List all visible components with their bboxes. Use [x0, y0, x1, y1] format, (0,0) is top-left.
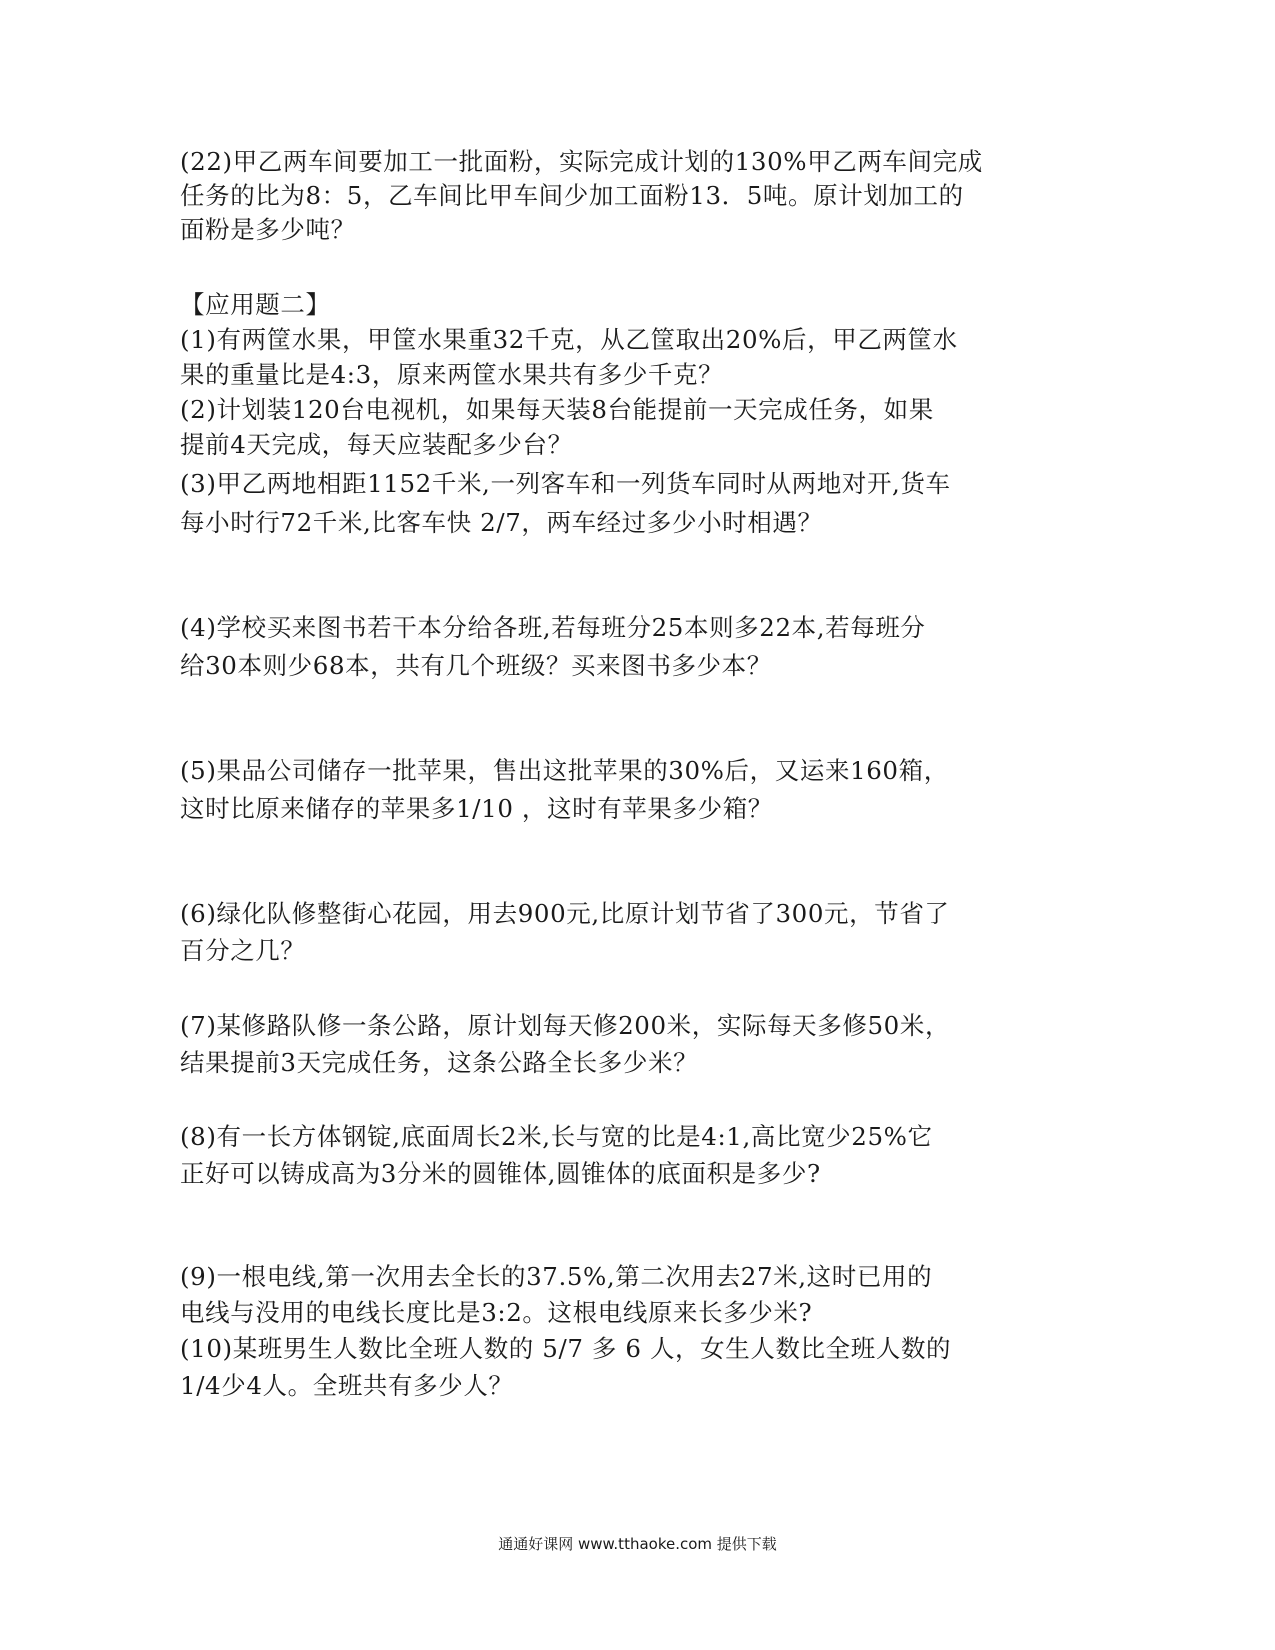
section-heading: 【应用题二】	[180, 290, 331, 319]
text-line: 百分之几？	[180, 936, 306, 965]
text-line: (22)甲乙两车间要加工一批面粉，实际完成计划的130%甲乙两车间完成	[180, 147, 983, 176]
text-line: 给30本则少68本，共有几个班级？买来图书多少本？	[180, 651, 772, 680]
text-line: 电线与没用的电线长度比是3:2。这根电线原来长多少米?	[180, 1298, 813, 1327]
text-line: (9)一根电线,第一次用去全长的37.5%,第二次用去27米,这时已用的	[180, 1262, 933, 1291]
text-line: (8)有一长方体钢锭,底面周长2米,长与宽的比是4:1,高比宽少25%它	[180, 1122, 933, 1151]
text-line: (4)学校买来图书若干本分给各班,若每班分25本则多22本,若每班分	[180, 613, 926, 642]
text-line: 提前4天完成，每天应装配多少台？	[180, 430, 573, 459]
text-line: 面粉是多少吨？	[180, 215, 356, 244]
text-line: 这时比原来储存的苹果多1/10 ，这时有苹果多少箱？	[180, 794, 773, 823]
text-line: (3)甲乙两地相距1152千米,一列客车和一列货车同时从两地对开,货车	[180, 469, 951, 498]
text-line: 结果提前3天完成任务，这条公路全长多少米？	[180, 1048, 699, 1077]
text-line: 正好可以铸成高为3分米的圆锥体,圆锥体的底面积是多少?	[180, 1159, 821, 1188]
text-line: (6)绿化队修整街心花园，用去900元,比原计划节省了300元，节省了	[180, 899, 950, 928]
text-line: (2)计划装120台电视机，如果每天装8台能提前一天完成任务，如果	[180, 395, 934, 424]
text-line: (1)有两筐水果，甲筐水果重32千克，从乙筐取出20%后，甲乙两筐水	[180, 325, 958, 354]
text-line: 1/4少4人。全班共有多少人？	[180, 1371, 514, 1400]
text-line: (10)某班男生人数比全班人数的 5/7 多 6 人，女生人数比全班人数的	[180, 1334, 952, 1363]
text-line: (7)某修路队修一条公路，原计划每天修200米，实际每天多修50米，	[180, 1011, 951, 1040]
text-line: 任务的比为8：5，乙车间比甲车间少加工面粉13．5吨。原计划加工的	[180, 181, 964, 210]
text-line: (5)果品公司储存一批苹果，售出这批苹果的30%后，又运来160箱，	[180, 756, 949, 785]
page-footer: 通通好课网 www.tthaoke.com 提供下载	[498, 1535, 777, 1553]
text-line: 果的重量比是4:3，原来两筐水果共有多少千克？	[180, 360, 724, 389]
text-line: 每小时行72千米,比客车快 2/7，两车经过多少小时相遇？	[180, 508, 823, 537]
